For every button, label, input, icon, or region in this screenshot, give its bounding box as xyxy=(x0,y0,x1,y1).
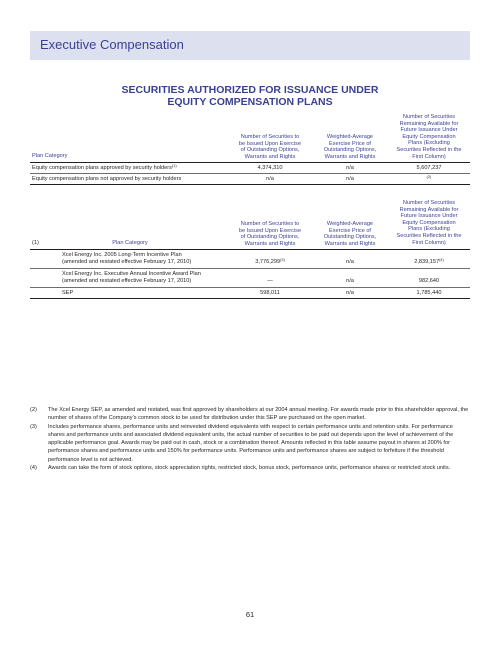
footnote-3: (3) Includes performance shares, performance units and reinvested dividend equivalents with respect to certain performance units and retention units. For performance shares and performance units and associated dividend equivalent units, the actual number of securities to be paid out depends upon the level of achievement of the applicable performance goal. Awards may be paid out in cash, stock or a combination thereof. Amounts reflected in this table assume payout in shares at 200% for performance shares and performance units and 150% for performance units. Performance units and performance shares are subject to forfeiture if the threshold performance level is not achieved. xyxy=(30,423,454,463)
column-header-plan-category: Plan Category xyxy=(32,153,68,159)
page-heading-line2: EQUITY COMPENSATION PLANS xyxy=(167,96,333,108)
table-bottom-rule xyxy=(30,184,470,185)
table-row-ltip-name: Xcel Energy Inc. 2005 Long-Term Incentive Plan (amended and restated effective February 17, 2010) xyxy=(62,252,192,265)
section-banner xyxy=(30,31,470,60)
header-rule xyxy=(30,162,470,163)
table-row-approved-securities: 4,374,310 xyxy=(257,165,283,171)
row-rule xyxy=(30,287,470,288)
column-header-securities-remaining: Number of Securities Remaining Available for Future Issuance Under Equity Compensation Plans (Excluding Securities Reflected in the First Column) xyxy=(396,114,462,160)
table-row-sep-securities: 598,011 xyxy=(260,290,280,296)
table-row-not-approved-price: n/a xyxy=(346,176,354,182)
row-rule xyxy=(30,268,470,269)
table-row-approved-remaining: 5,607,237 xyxy=(416,165,442,171)
table-row-aip-remaining: 982,640 xyxy=(418,278,440,284)
table-row-sep-price: n/a xyxy=(346,290,354,296)
page-number: 61 xyxy=(245,610,255,619)
page-heading-line1: SECURITIES AUTHORIZED FOR ISSUANCE UNDER xyxy=(121,84,379,96)
table-row-aip-price: n/a xyxy=(346,278,354,284)
table-bottom-rule xyxy=(30,298,470,299)
table-row-ltip-securities: 3,776,299$^{(3)}$ xyxy=(255,258,285,265)
column-header-plan-category: Plan Category xyxy=(112,240,148,246)
table-row-sep-name: SEP xyxy=(62,290,74,296)
table-row-ltip-remaining: 2,839,157$^{(4)}$ xyxy=(414,258,444,265)
footnote-2: (2) The Xcel Energy SEP, as amended and restated, was first approved by shareholders at our 2004 annual meeting. For awards made prior to this shareholder approval, the number of shares of the Company’s common stock to be used for distribution under this SEP are purchased on the open market. xyxy=(30,407,469,422)
table-row-not-approved-securities: n/a xyxy=(266,176,274,182)
table-row-aip-securities: — xyxy=(267,278,273,284)
table-row-not-approved-category: Equity compensation plans not approved by security holders xyxy=(32,176,182,182)
column-header-weighted-average-price: Weighted-Average Exercise Price of Outstanding Options, Warrants and Rights xyxy=(323,134,377,160)
plan-detail-table xyxy=(30,196,470,396)
row-rule xyxy=(30,173,470,174)
footnotes xyxy=(30,406,470,472)
table-row-sep-remaining: 1,785,440 xyxy=(416,290,442,296)
column-header-securities-to-be-issued: Number of Securities to be Issued Upon Exercise of Outstanding Options, Warrants and Rights xyxy=(238,221,302,247)
table-row-aip-name: Xcel Energy Inc. Executive Annual Incentive Award Plan (amended and restated effective February 17, 2010) xyxy=(62,271,201,284)
header-rule xyxy=(30,249,470,250)
table-row-approved-price: n/a xyxy=(346,165,354,171)
column-header-securities-remaining: Number of Securities Remaining Available for Future Issuance Under Equity Compensation Plans (Excluding Securities Reflected in the First Column) xyxy=(396,200,462,246)
table-row-ltip-price: n/a xyxy=(346,259,354,265)
column-header-weighted-average-price: Weighted-Average Exercise Price of Outstanding Options, Warrants and Rights xyxy=(323,221,377,247)
footnote-4: (4) Awards can take the form of stock options, stock appreciation rights, restricted stock, bonus stock, performance units, performance shares or restricted stock units. xyxy=(30,465,451,472)
equity-plans-table xyxy=(30,112,470,192)
table-row-not-approved-remaining: (2) xyxy=(426,175,432,179)
column-header-securities-to-be-issued: Number of Securities to be Issued Upon Exercise of Outstanding Options, Warrants and Rights xyxy=(238,134,302,160)
footnote-marker: (1) xyxy=(32,240,39,246)
table-row-approved-category: Equity compensation plans approved by security holders$^{(1)}$ xyxy=(32,164,177,171)
section-title: Executive Compensation xyxy=(40,37,184,52)
